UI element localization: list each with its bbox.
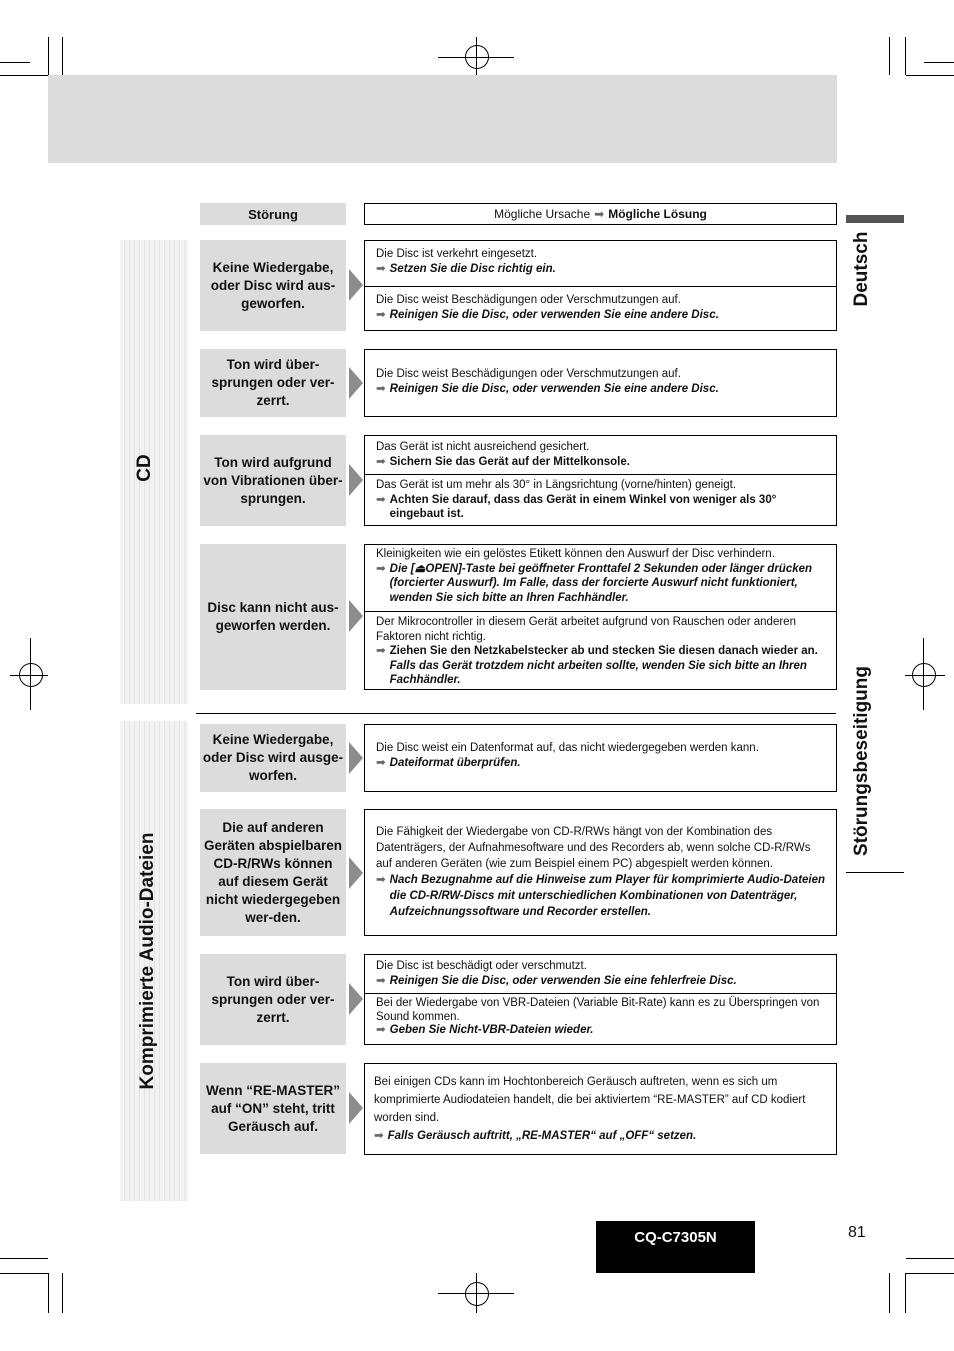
problem-label: Keine Wiedergabe, oder Disc wird ausge-worfen. [200, 724, 346, 792]
header-banner [48, 75, 837, 163]
chevron-right-icon [349, 600, 363, 632]
crop-mark [906, 1258, 954, 1259]
divider [846, 872, 904, 873]
problem-label: Die auf anderen Geräten abspielbaren CD-R/RWs können auf diesem Gerät nicht wiedergegeben wer-den. [200, 809, 346, 936]
cause-text: Der Mikrocontroller in diesem Gerät arbeitet aufgrund von Rauschen oder anderen Faktoren nicht richtig. [376, 616, 796, 643]
crop-mark [48, 1273, 49, 1313]
cause-solution-entry [365, 611, 836, 689]
cause-solution-entry [365, 350, 836, 416]
solution-text: Geben Sie Nicht-VBR-Dateien wieder. [389, 1024, 594, 1036]
crop-mark [62, 1273, 63, 1313]
crop-mark [889, 37, 890, 75]
cause-solution-box [364, 544, 837, 690]
cause-text: Die Disc ist beschädigt oder verschmutzt. [376, 960, 587, 972]
section-label-cd: CD [134, 454, 155, 482]
cause-text: Die Disc weist ein Datenformat auf, das nicht wiedergegeben werden kann. [376, 742, 759, 754]
solution-text: Reinigen Sie die Disc, oder verwenden Sie eine andere Disc. [389, 308, 719, 321]
crop-mark [30, 638, 31, 710]
problem-label: Ton wird über-sprungen oder ver-zerrt. [200, 349, 346, 417]
cause-solution-box [364, 954, 837, 1045]
cause-solution-entry [365, 474, 836, 525]
section-label-compressed-audio: Komprimierte Audio-Dateien [137, 832, 158, 1090]
crop-mark [889, 1273, 890, 1313]
cause-solution-entry [365, 993, 836, 1044]
chevron-right-icon [349, 464, 363, 496]
crop-mark [0, 62, 30, 63]
right-arrow-icon: ➡ [376, 1024, 386, 1036]
problem-label: Disc kann nicht aus-geworfen werden. [200, 544, 346, 690]
cause-solution-entry [365, 1064, 836, 1154]
cause-text: Die Disc weist Beschädigungen oder Verschmutzungen auf. [376, 294, 681, 306]
crop-mark [0, 75, 48, 76]
right-arrow-icon: ➡ [376, 262, 386, 275]
problem-label: Wenn “RE-MASTER” auf “ON” steht, tritt Geräusch auf. [200, 1063, 346, 1154]
cause-solution-box [364, 349, 837, 417]
crop-mark [476, 37, 477, 77]
crop-mark [48, 37, 49, 75]
cause-text: Die Disc weist Beschädigungen oder Verschmutzungen auf. [376, 368, 681, 380]
cause-solution-column-header [364, 203, 837, 225]
cause-solution-entry [365, 545, 836, 611]
problem-label: Ton wird aufgrund von Vibrationen über-sprungen. [200, 435, 346, 526]
cause-solution-entry [365, 241, 836, 286]
cause-solution-entry [365, 955, 836, 993]
chevron-right-icon [349, 1092, 363, 1124]
cause-text: Bei einigen CDs kann im Hochtonbereich Geräusch auftreten, wenn es sich um komprimierte Audiodateien handelt, die bei aktiviertem “RE-MASTER” auf CD kodiert worden sind. [374, 1076, 806, 1124]
cause-text: Das Gerät ist um mehr als 30° in Längsrichtung (vorne/hinten) geneigt. [376, 479, 737, 491]
crop-mark [905, 675, 945, 676]
problem-column-header: Störung [200, 203, 346, 225]
solution-text: Setzen Sie die Disc richtig ein. [389, 262, 556, 275]
cause-solution-entry [365, 286, 836, 330]
cause-text: Die Fähigkeit der Wiedergabe von CD-R/RWs hängt von der Kombination des Datenträgers, der Aufnahmesoftware und des Recorders ab, wenn solche CD-R/RWs auf anderen Geräten (wie zum Beispiel einem PC) abgespielt werden können. [376, 826, 811, 870]
solution-text: Falls Geräusch auftritt, „RE-MASTER“ auf „OFF“ setzen. [387, 1130, 697, 1142]
cause-solution-entry [365, 725, 836, 791]
cause-text: Das Gerät ist nicht ausreichend gesichert. [376, 441, 590, 453]
solution-text: Reinigen Sie die Disc, oder verwenden Sie eine fehlerfreie Disc. [389, 974, 737, 987]
crop-mark [905, 37, 906, 75]
crop-mark [923, 638, 924, 710]
crop-mark [906, 1273, 954, 1274]
solution-text: Falls das Gerät trotzdem nicht arbeiten sollte, wenden Sie sich bitte an Ihren Fachhändler. [389, 659, 807, 686]
chevron-right-icon [349, 742, 363, 774]
solution-text: Sichern Sie das Gerät auf der Mittelkonsole. [389, 455, 630, 468]
solution-text: Nach Bezugnahme auf die Hinweise zum Player für komprimierte Audio-Dateien die CD-R/RW-Discs mit unterschiedlichen Kombinationen von Datenträger, Aufzeichnungssoftware und Recorder erstellen. [389, 874, 826, 918]
right-arrow-icon: ➡ [376, 455, 386, 468]
crop-mark [0, 1273, 48, 1274]
crop-mark [10, 675, 48, 676]
crop-mark [906, 75, 954, 76]
chevron-right-icon [349, 983, 363, 1015]
right-arrow-icon: ➡ [376, 974, 386, 987]
cause-solution-entry [365, 810, 836, 935]
right-arrow-icon: ➡ [376, 493, 386, 506]
solution-header-label: Mögliche Lösung [608, 207, 707, 221]
chapter-label: Störungsbeseitigung [851, 666, 872, 856]
cause-text: Die Disc ist verkehrt eingesetzt. [376, 248, 538, 260]
solution-text: Dateiformat überprüfen. [389, 756, 521, 769]
crop-mark [476, 1273, 477, 1313]
solution-text: Reinigen Sie die Disc, oder verwenden Sie eine andere Disc. [389, 382, 719, 395]
right-arrow-icon: ➡ [376, 562, 386, 575]
right-arrow-icon: ➡ [376, 645, 386, 657]
crop-mark [905, 1273, 906, 1313]
crop-mark [62, 37, 63, 75]
problem-label: Ton wird über-sprungen oder ver-zerrt. [200, 954, 346, 1045]
cause-header-label: Mögliche Ursache [494, 207, 591, 221]
right-arrow-icon: ➡ [594, 207, 605, 221]
page-number: 81 [848, 1224, 866, 1241]
right-arrow-icon: ➡ [376, 308, 386, 321]
cause-solution-box [364, 240, 837, 331]
language-label: Deutsch [851, 231, 872, 307]
cause-solution-box [364, 724, 837, 792]
cause-solution-box [364, 435, 837, 526]
right-arrow-icon: ➡ [374, 1130, 384, 1142]
right-arrow-icon: ➡ [376, 382, 386, 395]
registration-mark-icon [465, 1282, 489, 1306]
chevron-right-icon [349, 367, 363, 399]
problem-label: Keine Wiedergabe, oder Disc wird aus-geworfen. [200, 240, 346, 331]
solution-text: Ziehen Sie den Netzkabelstecker ab und stecken Sie diesen danach wieder an. [389, 645, 818, 657]
cause-solution-entry [365, 436, 836, 474]
model-badge: CQ-C7305N [596, 1221, 755, 1273]
chevron-right-icon [349, 857, 363, 889]
cause-text: Bei der Wiedergabe von VBR-Dateien (Variable Bit-Rate) kann es zu Überspringen von Sound kommen. [376, 997, 820, 1023]
cause-solution-box [364, 809, 837, 936]
section-divider [196, 713, 836, 714]
solution-text: Achten Sie darauf, dass das Gerät in einem Winkel von weniger als 30° eingebaut ist. [389, 493, 777, 520]
crop-mark [0, 1258, 48, 1259]
solution-text: Die [⏏OPEN]-Taste bei geöffneter Fronttafel 2 Sekunden oder länger drücken (forcierter Auswurf). Im Falle, dass der forcierte Auswurf nicht funktioniert, wenden Sie sich bitte an Ihren Fachhändler. [389, 562, 813, 604]
right-arrow-icon: ➡ [376, 874, 386, 886]
crop-mark [924, 62, 954, 63]
right-arrow-icon: ➡ [376, 756, 386, 769]
cause-solution-box [364, 1063, 837, 1155]
chevron-right-icon [349, 269, 363, 301]
cause-text: Kleinigkeiten wie ein gelöstes Etikett können den Auswurf der Disc verhindern. [376, 548, 775, 560]
